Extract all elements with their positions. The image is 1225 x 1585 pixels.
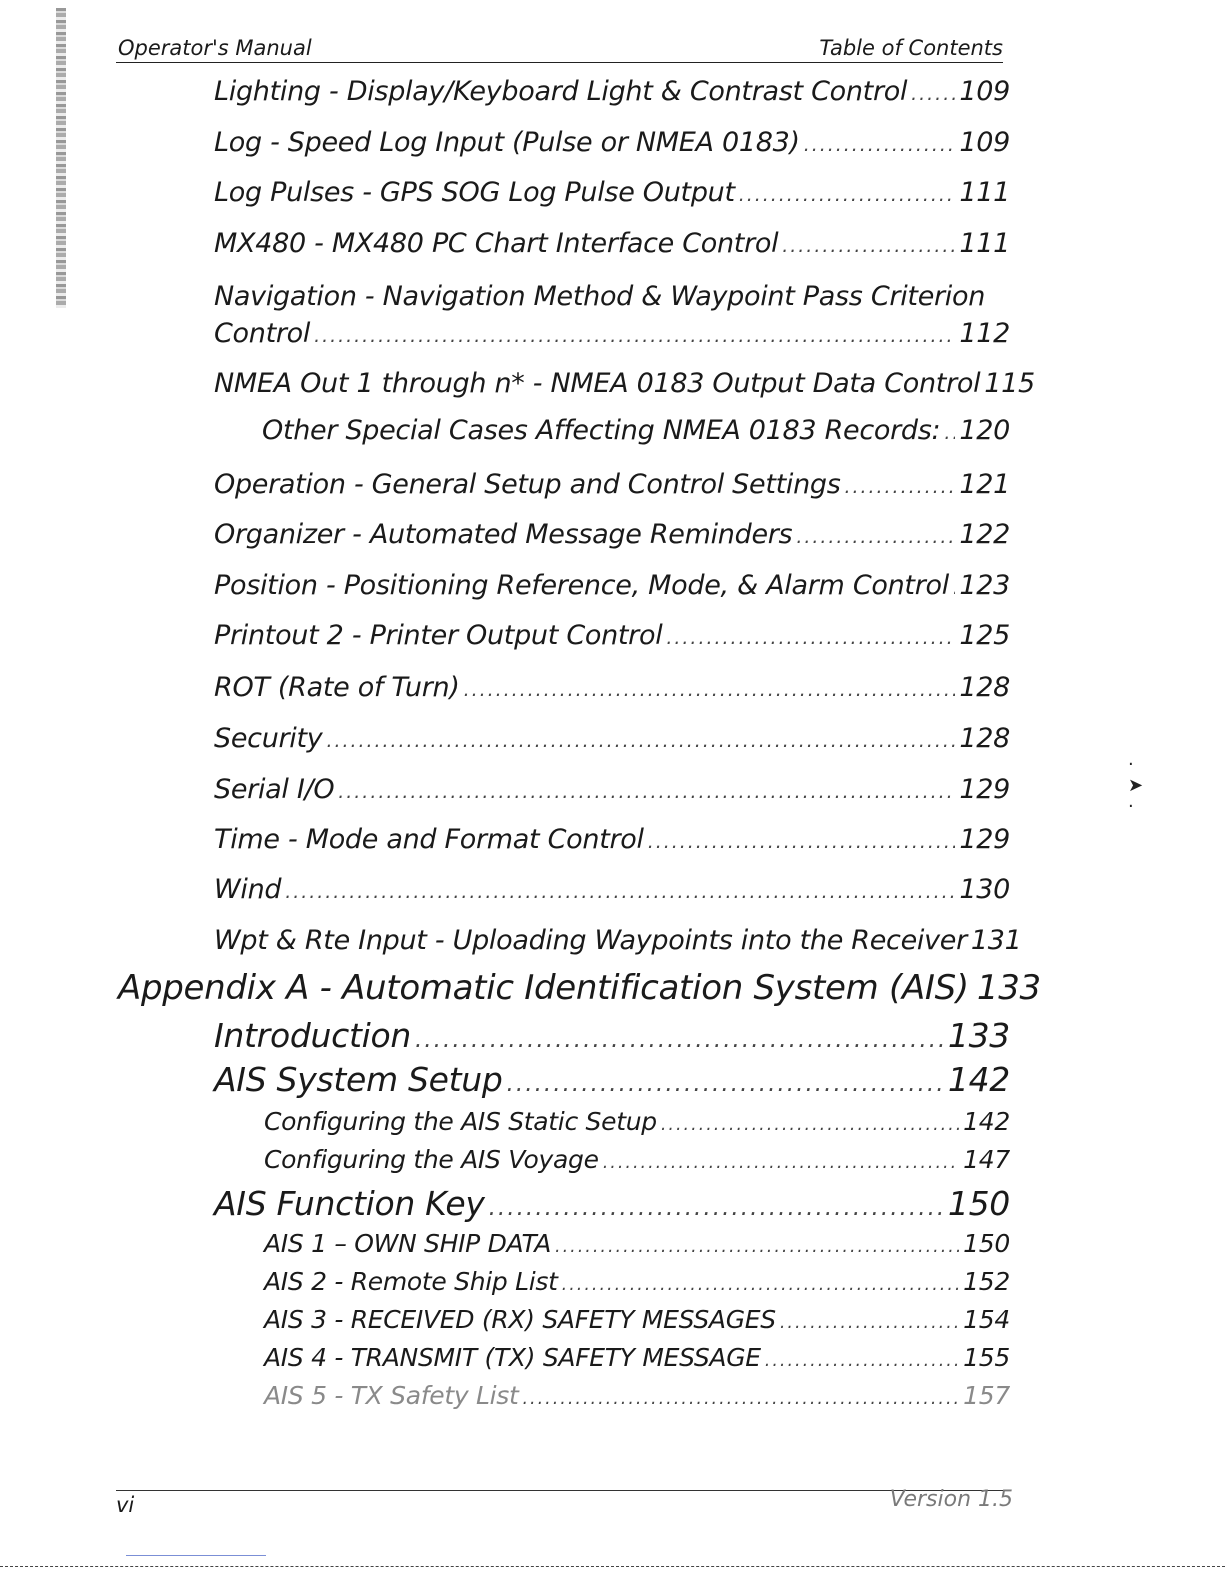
toc-entry-page: 157 [963,1381,1010,1410]
leader-dots [648,831,956,853]
toc-entry-page: 123 [959,570,1010,601]
toc-entry[interactable] [214,127,1010,158]
page-edge-line [126,1555,266,1556]
toc-entry-title-line1[interactable]: Navigation - Navigation Method & Waypoint Pass Criterion [214,281,986,312]
toc-entry[interactable] [214,368,1035,399]
leader-dots [522,1389,959,1409]
toc-entry-title: AIS 4 - TRANSMIT (TX) SAFETY MESSAGE [264,1343,761,1372]
toc-entry[interactable] [214,570,1010,601]
footer-rule [116,1490,1003,1491]
leader-dots [555,1237,959,1257]
leader-dots [489,1195,944,1221]
toc-entry-page: 150 [947,1184,1010,1223]
toc-entry-title: Time - Mode and Format Control [214,824,644,855]
toc-entry-title: AIS 1 – OWN SHIP DATA [264,1229,552,1258]
toc-entry[interactable] [214,469,1010,500]
appendix-section[interactable] [214,1060,1010,1099]
toc-entry[interactable] [214,824,1010,855]
leader-dots [765,1351,959,1371]
leader-dots [944,422,955,444]
toc-entry-title: NMEA Out 1 through n* - NMEA 0183 Output Data Control [214,368,981,399]
toc-entry-title: Security [214,723,323,754]
toc-entry[interactable] [214,874,1010,905]
toc-entry-title: Printout 2 - Printer Output Control [214,620,663,651]
toc-entry-title: Configuring the AIS Static Setup [264,1107,657,1136]
toc-entry-title: ROT (Rate of Turn) [214,672,460,703]
toc-entry-page: 155 [963,1343,1010,1372]
appendix-subsection[interactable] [264,1305,1010,1334]
leader-dots [285,881,955,903]
toc-entry-page: 133 [947,1016,1010,1055]
toc-entry-title: Other Special Cases Affecting NMEA 0183 Records: [262,415,941,446]
appendix-section[interactable] [214,1016,1010,1055]
toc-entry-title: Serial I/O [214,774,335,805]
toc-entry-title: AIS 5 - TX Safety List [264,1381,519,1410]
toc-entry[interactable] [214,620,1010,651]
toc-entry-title: Configuring the AIS Voyage [264,1145,599,1174]
toc-entry-title: Introduction [214,1016,411,1055]
leader-dots [562,1275,960,1295]
manual-title: Operator's Manual [118,36,312,60]
toc-entry-page: 120 [959,415,1010,446]
toc-entry-title: Log - Speed Log Input (Pulse or NMEA 0183) [214,127,800,158]
toc-entry-page: 115 [984,368,1035,399]
leader-dots [603,1153,959,1173]
leader-dots [780,1313,959,1333]
toc-entry-page: 147 [963,1145,1010,1174]
leader-dots [845,476,956,498]
toc-entry[interactable] [214,672,1010,703]
toc-entry-page: 150 [963,1229,1010,1258]
toc-entry[interactable] [214,318,1010,349]
leader-dots [911,83,955,105]
appendix-subsection[interactable] [264,1229,1010,1258]
leader-dots [326,730,955,752]
toc-entry-title: AIS Function Key [214,1184,485,1223]
toc-subentry[interactable] [262,415,1010,446]
scan-speck: · ➤ · [1128,754,1144,817]
toc-entry-page: 109 [959,76,1010,107]
leader-dots [953,577,955,599]
toc-entry-title: Wind [214,874,282,905]
toc-entry-page: 142 [947,1060,1010,1099]
toc-entry-title: Lighting - Display/Keyboard Light & Contrast Control [214,76,908,107]
toc-entry-page: 154 [963,1305,1010,1334]
leader-dots [415,1027,944,1053]
toc-entry-page: 112 [959,318,1010,349]
leader-dots [314,325,955,347]
appendix-section[interactable] [214,1184,1010,1223]
appendix-subsection[interactable] [264,1381,1010,1410]
appendix-subsection[interactable] [264,1107,1010,1136]
toc-entry-page: 125 [959,620,1010,651]
toc-entry[interactable] [214,723,1010,754]
toc-entry-title: AIS 2 - Remote Ship List [264,1267,558,1296]
toc-entry-page: 130 [959,874,1010,905]
toc-entry-title: Organizer - Automated Message Reminders [214,519,793,550]
leader-dots [338,781,955,803]
toc-entry-page: 128 [959,723,1010,754]
toc-entry-title: Wpt & Rte Input - Uploading Waypoints into the Receiver [214,925,967,956]
toc-entry-page: 111 [959,177,1010,208]
toc-entry-title: Operation - General Setup and Control Settings [214,469,841,500]
toc-entry[interactable] [214,774,1010,805]
page-bottom-edge [0,1566,1225,1567]
section-title: Table of Contents [819,36,1003,60]
toc-entry-page: 131 [970,925,1022,956]
toc-entry[interactable] [214,76,1010,107]
page-header [116,32,1003,63]
leader-dots [666,627,955,649]
leader-dots [739,184,956,206]
appendix-subsection[interactable] [264,1145,1010,1174]
toc-entry-page: 122 [959,519,1010,550]
toc-entry[interactable] [214,925,1022,956]
toc-entry[interactable] [214,228,1010,259]
version-label: Version 1.5 [889,1487,1013,1512]
toc-entry-title: Appendix A - Automatic Identification System (AIS) [118,968,969,1008]
toc-entry-title: Log Pulses - GPS SOG Log Pulse Output [214,177,735,208]
toc-entry-title: MX480 - MX480 PC Chart Interface Control [214,228,779,259]
toc-entry-page: 121 [959,469,1010,500]
leader-dots [804,134,956,156]
toc-entry[interactable] [214,519,1010,550]
appendix-heading[interactable] [118,968,1041,1008]
appendix-subsection[interactable] [264,1267,1010,1296]
toc-entry[interactable] [214,177,1010,208]
leader-dots [782,235,955,257]
scan-edge-artifact [56,8,66,308]
toc-entry-page: 133 [976,968,1041,1008]
toc-entry-page: 142 [963,1107,1010,1136]
toc-entry-page: 152 [963,1267,1010,1296]
leader-dots [661,1115,959,1135]
leader-dots [507,1071,944,1097]
toc-entry-title: Position - Positioning Reference, Mode, & Alarm Control [214,570,949,601]
toc-entry-page: 129 [959,774,1010,805]
toc-entry-page: 129 [959,824,1010,855]
leader-dots [796,526,955,548]
leader-dots [464,679,956,701]
toc-entry-title-cont: Control [214,318,311,349]
appendix-subsection[interactable] [264,1343,1010,1372]
toc-entry-page: 109 [959,127,1010,158]
toc-entry-title: AIS System Setup [214,1060,503,1099]
toc-entry-page: 111 [959,228,1010,259]
toc-entry-title: AIS 3 - RECEIVED (RX) SAFETY MESSAGES [264,1305,776,1334]
toc-entry-page: 128 [959,672,1010,703]
page-number: vi [116,1493,135,1517]
